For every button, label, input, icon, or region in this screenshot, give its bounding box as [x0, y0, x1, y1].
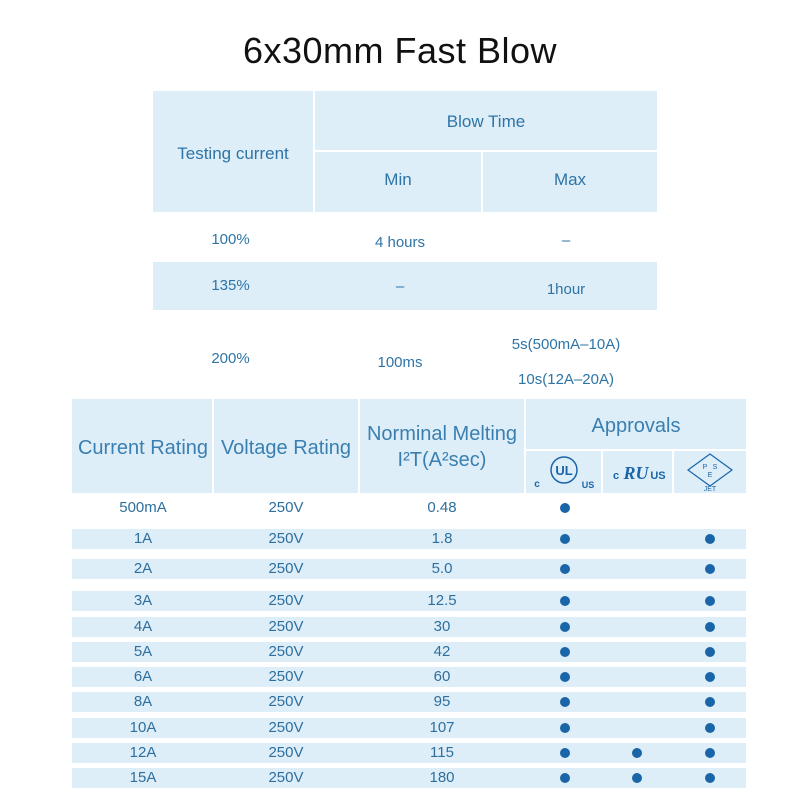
approval-dot-pse — [705, 647, 715, 657]
blow-row-current: 100% — [211, 231, 250, 248]
header-melting-line2: I²T(A²sec) — [397, 449, 487, 471]
rating-cell-current: 1A — [133, 530, 153, 547]
rating-cell-voltage: 250V — [268, 530, 304, 547]
rating-cell-voltage: 250V — [268, 592, 304, 609]
rating-cell-melting: 30 — [433, 618, 451, 635]
blow-row-max-line2: 10s(12A–20A) — [518, 371, 614, 388]
approval-dot-ul — [560, 748, 570, 758]
pse-p-text: P — [702, 464, 708, 471]
rating-cell-current: 15A — [129, 769, 157, 786]
rating-cell-melting: 107 — [429, 719, 455, 736]
rating-cell-melting: 12.5 — [427, 592, 457, 609]
rating-cell-voltage: 250V — [268, 719, 304, 736]
rating-cell-voltage: 250V — [268, 499, 304, 516]
rating-cell-voltage: 250V — [268, 618, 304, 635]
approval-dot-ul — [560, 647, 570, 657]
pse-jet-text: JET — [703, 486, 717, 492]
header-approvals: Approvals — [591, 415, 681, 437]
approval-dot-ul — [560, 564, 570, 574]
ul-recognized-icon — [604, 453, 670, 491]
pse-diamond-icon — [682, 452, 738, 492]
rating-cell-melting: 0.48 — [427, 499, 457, 516]
header-divider — [672, 451, 674, 493]
ru-us-text: US — [650, 470, 666, 482]
pse-s-text: S — [712, 464, 718, 471]
rating-cell-melting: 180 — [429, 769, 455, 786]
blow-row-min: 100ms — [377, 354, 423, 371]
header-blow-time: Blow Time — [446, 112, 526, 131]
rating-cell-current: 8A — [133, 693, 153, 710]
ul-us-text: US — [581, 480, 595, 490]
rating-cell-voltage: 250V — [268, 693, 304, 710]
ul-listed-icon — [530, 453, 598, 491]
blow-row-current: 135% — [211, 277, 250, 294]
approval-dot-ul — [560, 672, 570, 682]
rating-cell-current: 4A — [133, 618, 153, 635]
rating-cell-melting: 60 — [433, 668, 451, 685]
approval-dot-ul — [560, 503, 570, 513]
approval-dot-ul — [560, 622, 570, 632]
approval-dot-ul — [560, 697, 570, 707]
pse-e-text: E — [707, 472, 713, 479]
rating-cell-voltage: 250V — [268, 744, 304, 761]
blow-row-max: 1hour — [546, 281, 586, 298]
approval-dot-pse — [705, 564, 715, 574]
rating-cell-current: 2A — [133, 560, 153, 577]
rating-cell-current: 6A — [133, 668, 153, 685]
header-divider — [526, 449, 746, 451]
header-divider — [315, 150, 657, 152]
rating-cell-melting: 95 — [433, 693, 451, 710]
page-title: 6x30mm Fast Blow — [242, 30, 558, 71]
approval-dot-pse — [705, 534, 715, 544]
approval-dot-ru — [632, 748, 642, 758]
rating-cell-melting: 115 — [430, 744, 454, 761]
header-divider — [601, 451, 603, 493]
ru-mark-text: RU — [623, 463, 649, 483]
ul-mark-text: UL — [555, 463, 573, 478]
approval-dot-ul — [560, 534, 570, 544]
rating-cell-current: 500mA — [119, 499, 167, 516]
approval-dot-pse — [705, 622, 715, 632]
approval-dot-ul — [560, 723, 570, 733]
rating-cell-voltage: 250V — [268, 560, 304, 577]
rating-cell-melting: 5.0 — [431, 560, 453, 577]
approval-dot-pse — [705, 596, 715, 606]
blow-row-max-line1: 5s(500mA–10A) — [511, 336, 621, 353]
header-voltage-rating: Voltage Rating — [220, 437, 352, 459]
rating-cell-current: 12A — [129, 744, 157, 761]
approval-dot-pse — [705, 697, 715, 707]
rating-cell-current: 10A — [129, 719, 157, 736]
blow-row-min: 4 hours — [374, 234, 426, 251]
ul-c-text: c — [534, 479, 540, 490]
rating-cell-current: 3A — [133, 592, 153, 609]
header-min: Min — [384, 170, 412, 189]
blow-row-max: – — [561, 232, 571, 249]
header-melting-line1: Norminal Melting — [366, 423, 518, 445]
approval-dot-pse — [705, 723, 715, 733]
approval-dot-ul — [560, 596, 570, 606]
ru-c-text: c — [612, 470, 620, 482]
header-current-rating: Current Rating — [77, 437, 209, 459]
blow-row-current: 200% — [211, 350, 250, 367]
blow-row-min: – — [395, 278, 405, 295]
rating-cell-voltage: 250V — [268, 643, 304, 660]
rating-cell-voltage: 250V — [268, 769, 304, 786]
approval-dot-pse — [705, 672, 715, 682]
approval-dot-pse — [705, 748, 715, 758]
header-testing-current: Testing current — [177, 144, 289, 163]
rating-cell-melting: 1.8 — [431, 530, 453, 547]
rating-cell-current: 5A — [133, 643, 153, 660]
approval-dot-pse — [705, 773, 715, 783]
approval-dot-ru — [632, 773, 642, 783]
rating-cell-melting: 42 — [433, 643, 451, 660]
approval-dot-ul — [560, 773, 570, 783]
rating-cell-voltage: 250V — [268, 668, 304, 685]
header-max: Max — [553, 170, 587, 189]
